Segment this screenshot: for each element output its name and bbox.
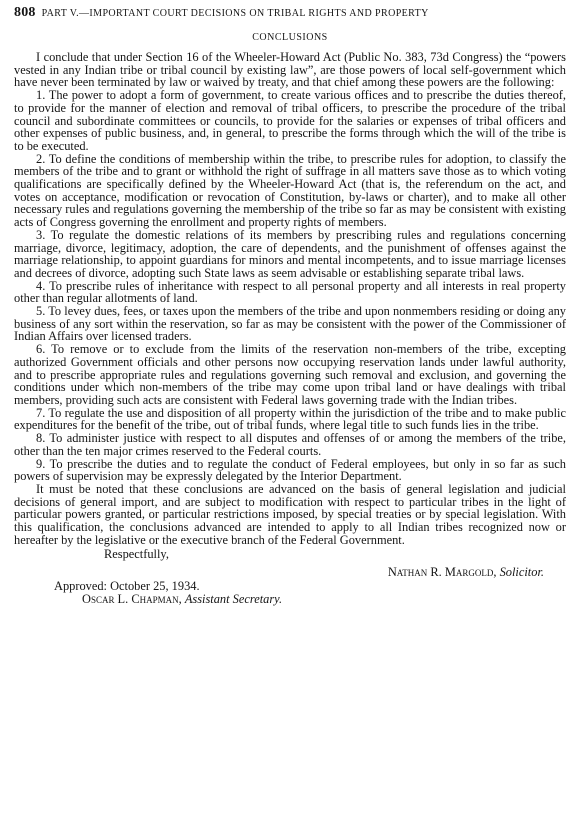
power-item-1: 1. The power to adopt a form of government, to create various offices and to prescribe the duties thereof, to provide for the manner of election and removal of tribal officers, to prescribe the procedure of the tribal council and subordinate committees or councils, to provide for the salaries or expenses of tribal officers and other expenses of public business, and, in general, to prescribe the forms through which the will of the tribe is to be executed. — [14, 88, 566, 153]
section-heading: CONCLUSIONS — [252, 32, 328, 43]
signature-block — [14, 546, 566, 580]
valediction: Respectfully, — [104, 547, 169, 562]
intro-paragraph: I conclude that under Section 16 of the Wheeler-Howard Act (Public No. 383, 73d Congress) the “powers vested in any Indian tribe or tribal council by existing law”, are those powers of local self-government which have never been terminated by law or waived by treaty, and that chief among these powers are the following: — [14, 50, 566, 90]
power-item-5: 5. To levey dues, fees, or taxes upon the members of the tribe and upon nonmembers residing or doing any business of any sort within the reservation, so far as may be consistent with the power of the Commissioner of Indian Affairs over licensed traders. — [14, 304, 566, 344]
power-item-6: 6. To remove or to exclude from the limits of the reservation non-members of the tribe, excepting authorized Government officials and other persons now occupying reservation lands under lawful authority, and to prescribe appropriate rules and regulations governing such removal and exclusion, and governing the conditions under which non-members of the tribe may come upon tribal land or have dealings with tribal members, providing such acts are consistent with Federal laws governing trade with the Indian tribes. — [14, 342, 566, 407]
approver — [54, 593, 566, 606]
approver-name: Oscar L. Chapman, — [82, 592, 182, 607]
power-item-8: 8. To administer justice with respect to all disputes and offenses of or among the members of the tribe, other than the ten major crimes reserved to the Federal courts. — [14, 431, 566, 458]
signatory-title: Solicitor. — [499, 565, 544, 580]
power-item-4: 4. To prescribe rules of inheritance with respect to all personal property and all interests in real property other than regular allotments of land. — [14, 278, 566, 306]
power-item-9: 9. To prescribe the duties and to regulate the conduct of Federal employees, but only in so far as such powers of supervision may be expressly delegated by the Interior Department. — [14, 456, 566, 484]
page-number: 808 — [14, 5, 36, 20]
power-item-2: 2. To define the conditions of membership within the tribe, to prescribe rules for adoption, to classify the members of the tribe and to grant or withhold the right of suffrage in all matters save those as to which voting qualifications are specifically defined by the Wheeler-Howard Act (that is, the referendum on the act, and votes on acceptance, modification or revocation of Constitution, by-laws or charter), and to make all other necessary rules and regulations governing the membership of the tribe so far as may be consistent with existing acts of Congress governing the enrollment and property rights of members. — [14, 151, 566, 230]
approver-title: Assistant Secretary. — [184, 592, 283, 607]
approval-date: Approved: October 25, 1934. — [54, 579, 200, 594]
power-item-3: 3. To regulate the domestic relations of its members by prescribing rules and regulations concerning marriage, divorce, legitimacy, adoption, the care of dependents, and the punishment of offenses against the marriage relationship, to appoint guardians for minors and mental incompetents, and to issue marriage licenses and decrees of divorce, adopting such State laws as seem advisable or establishing separate tribal laws. — [14, 227, 566, 280]
running-header — [14, 6, 566, 21]
approval-block — [14, 580, 566, 606]
power-item-7: 7. To regulate the use and disposition of all property within the jurisdiction of the tribe and to make public expenditures for the benefit of the tribe, out of tribal funds, where legal title to such funds lies in the tribe. — [14, 405, 566, 433]
signatory — [388, 566, 544, 579]
signatory-name: Nathan R. Margold, — [387, 565, 497, 580]
closing-paragraph: It must be noted that these conclusions are advanced on the basis of general legislation and judicial decisions of general import, and are subject to modification with respect to particular tribes in the light of particular powers granted, or particular restrictions imposed, by special treaties or by special legislation. With this qualification, the conclusions advanced are intended to apply to all Indian tribes recognized now or hereafter by the legislative or the executive branch of the Federal Government. — [14, 481, 566, 547]
running-title: PART V.—IMPORTANT COURT DECISIONS ON TRIBAL RIGHTS AND PROPERTY — [41, 8, 429, 19]
